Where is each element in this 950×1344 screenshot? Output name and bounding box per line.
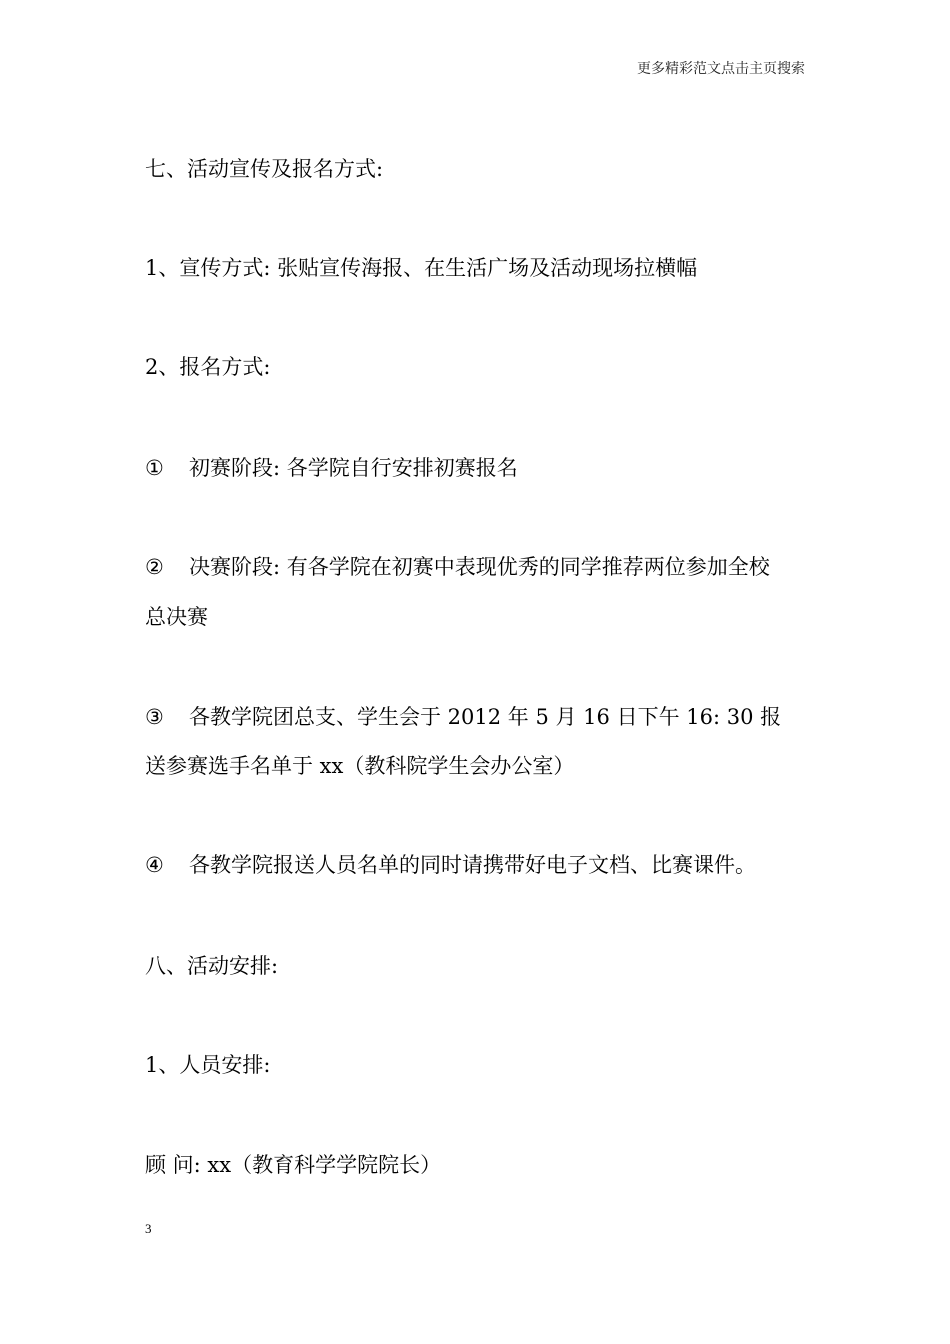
preliminary-stage-item: [145, 454, 518, 482]
list-marker-3: ③: [145, 705, 164, 729]
submission-text-line-1: 各教学院团总支、学生会于 2012 年 5 月 16 日下午 16: 30 报: [189, 705, 782, 729]
preliminary-stage-text: 初赛阶段: 各学院自行安排初赛报名: [189, 456, 518, 480]
registration-method-item: 2、报名方式:: [145, 355, 271, 379]
staff-arrangement-heading: 1、人员安排:: [145, 1053, 271, 1077]
list-marker-1: ①: [145, 456, 164, 480]
final-stage-text-line-2: 总决赛: [145, 605, 208, 629]
materials-text: 各教学院报送人员名单的同时请携带好电子文档、比赛课件。: [189, 853, 756, 877]
header-note: 更多精彩范文点击主页搜索: [637, 61, 805, 77]
final-stage-item-line-1: [145, 553, 770, 581]
final-stage-text-line-1: 决赛阶段: 有各学院在初赛中表现优秀的同学推荐两位参加全校: [189, 555, 770, 579]
publicity-method-item: 1、宣传方式: 张贴宣传海报、在生活广场及活动现场拉横幅: [145, 256, 698, 280]
materials-item: [145, 851, 756, 879]
submission-item-line-1: [145, 703, 781, 731]
section-heading-activity-arrangement: 八、活动安排:: [145, 954, 279, 978]
page-number: 3: [145, 1221, 152, 1236]
list-marker-2: ②: [145, 555, 164, 579]
advisor-line: 顾 问: xx（教育科学学院院长）: [145, 1153, 442, 1177]
section-heading-publicity-registration: 七、活动宣传及报名方式:: [145, 157, 384, 181]
list-marker-4: ④: [145, 853, 164, 877]
submission-text-line-2: 送参赛选手名单于 xx（教科院学生会办公室）: [145, 754, 575, 778]
